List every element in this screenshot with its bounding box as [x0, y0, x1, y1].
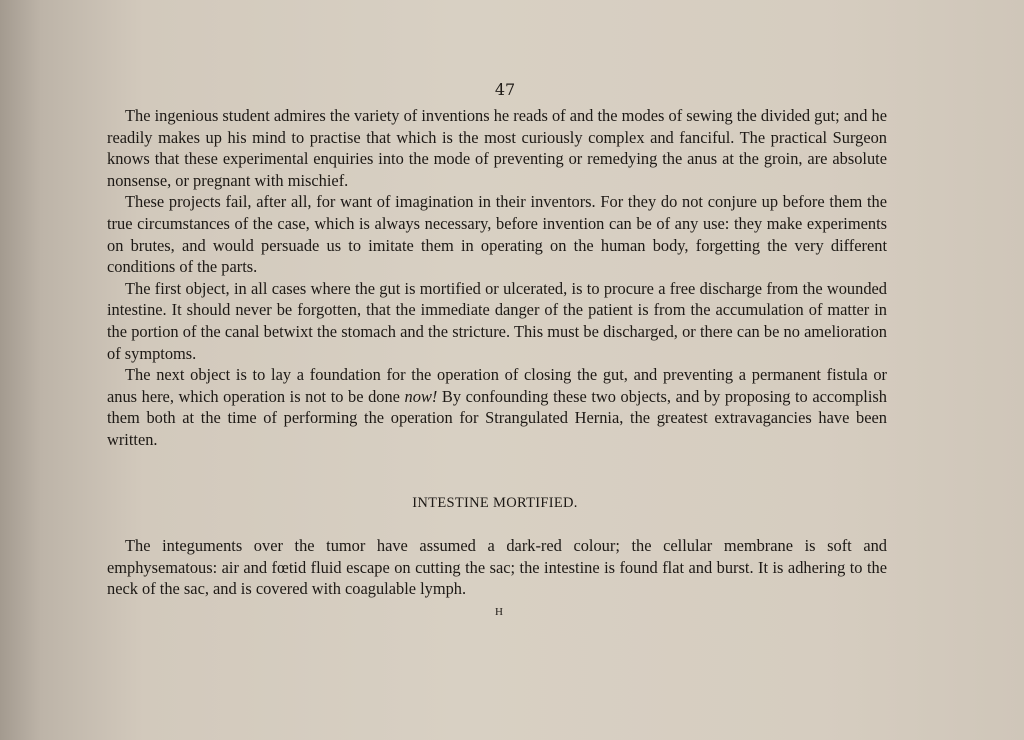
- signature-mark: H: [495, 606, 503, 618]
- section-paragraph: The integuments over the tumor have assumed a dark-red colour; the cellular membrane is soft and emphysematous: air and fœtid fluid escape on cutting the sac; the intestine is found flat and burst. It is adhering to the neck of the sac, and is covered with coagulable lymph.: [107, 536, 887, 599]
- main-text: [107, 105, 887, 451]
- paragraph-1: The ingenious student admires the variety of inventions he reads of and the modes of sewing the divided gut; and he readily makes up his mind to practise that which is the most curiously complex and fanciful. The practical Surgeon knows that these experimental enquiries into the mode of preventing or remedying the anus at the groin, are absolute nonsense, or pregnant with mischief.: [107, 106, 887, 190]
- page-number: 47: [494, 80, 516, 99]
- paragraph-3: The first object, in all cases where the gut is mortified or ulcerated, is to procure a free discharge from the wounded intestine. It should never be forgotten, that the immediate danger of the patient is from the accumulation of matter in the portion of the canal betwixt the stomach and the stricture. This must be discharged, or there can be no amelioration of symptoms.: [107, 278, 887, 363]
- paragraph-4: [107, 364, 887, 450]
- section-heading: INTESTINE MORTIFIED.: [412, 495, 578, 511]
- paragraph-2: These projects fail, after all, for want of imagination in their inventors. For they do not conjure up before them the true circumstances of the case, which is always necessary, before invention can be of any use: they make experiments on brutes, and would persuade us to imitate them in operating on the human body, forgetting the very different conditions of the parts.: [107, 192, 887, 277]
- section-text: [107, 535, 887, 600]
- paragraph-4-start: The next object is to lay a foundation for the operation of closing the gut, and preventing a permanent fistula or anus here, which operation is not to be done: [107, 365, 887, 406]
- emphasized-word: now!: [404, 386, 438, 406]
- paragraph-4-end: By confounding these two objects, and by proposing to accomplish them both at the time of performing the operation for Strangulated Hernia, the greatest extravagancies have been written.: [107, 386, 887, 449]
